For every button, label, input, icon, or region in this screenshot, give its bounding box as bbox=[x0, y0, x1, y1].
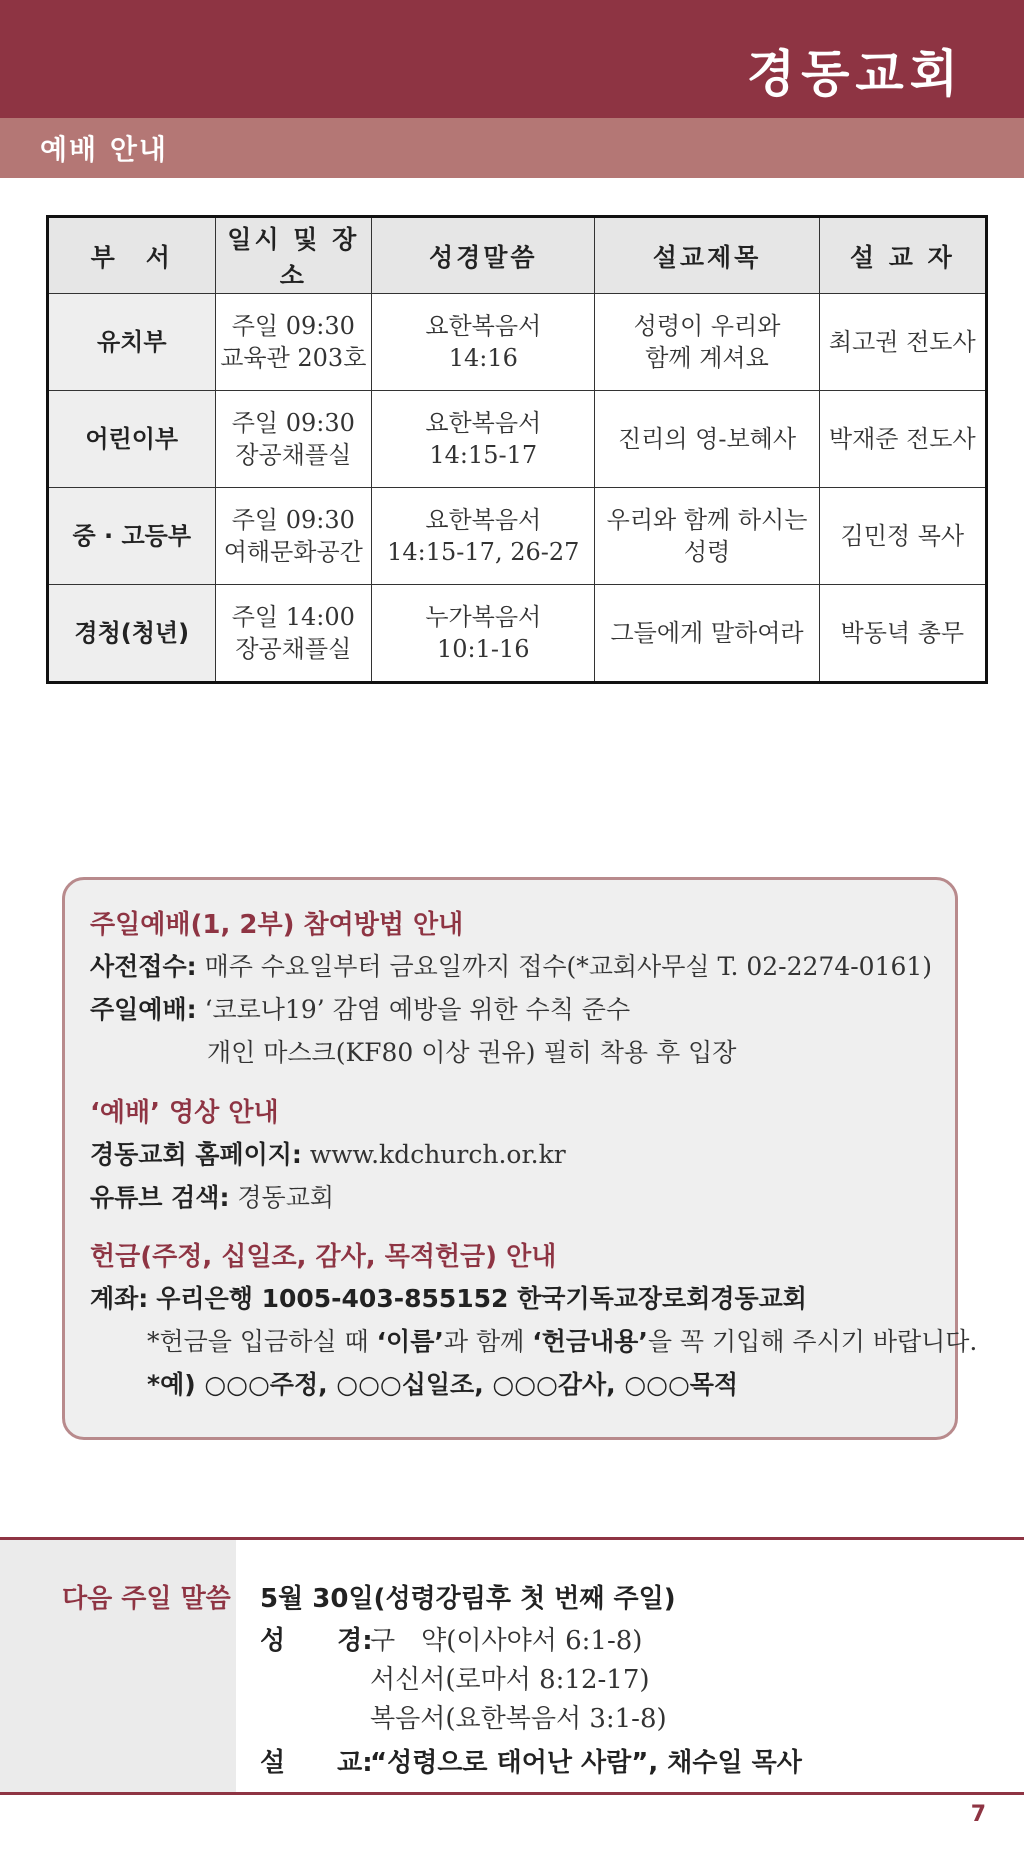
preacher-cell: 박재준 전도사 bbox=[819, 391, 986, 488]
preacher-cell: 최고권 전도사 bbox=[819, 294, 986, 391]
epistle-line bbox=[370, 1659, 650, 1696]
title-line-1: 성령이 우리와 bbox=[633, 312, 781, 340]
time-text: 주일 09:30 bbox=[231, 312, 355, 340]
col-header-department: 부 서 bbox=[48, 217, 216, 294]
sermon-line bbox=[260, 1742, 802, 1779]
time-place-cell bbox=[215, 488, 372, 585]
col-header-scripture: 성경말씀 bbox=[372, 217, 595, 294]
homepage-line bbox=[90, 1135, 566, 1171]
verse-text: 10:1-16 bbox=[437, 635, 530, 663]
sermon-title-cell bbox=[595, 488, 819, 585]
scripture-line bbox=[260, 1620, 642, 1657]
registration-label: 사전접수: bbox=[90, 952, 197, 981]
table-row bbox=[48, 585, 987, 683]
col-header-sermon-title: 설교제목 bbox=[595, 217, 819, 294]
youtube-line bbox=[90, 1178, 334, 1214]
dept-cell: 경청(청년) bbox=[48, 585, 216, 683]
time-text: 주일 09:30 bbox=[231, 409, 355, 437]
scripture-cell bbox=[372, 488, 595, 585]
sermon-label: 설 교: bbox=[260, 1748, 373, 1778]
time-text: 주일 09:30 bbox=[231, 506, 355, 534]
page-number: 7 bbox=[970, 1802, 986, 1827]
scripture-cell bbox=[372, 294, 595, 391]
scripture-cell bbox=[372, 585, 595, 683]
account-line bbox=[90, 1279, 807, 1315]
scripture-label: 성 경: bbox=[260, 1626, 373, 1656]
col-header-time-place: 일시 및 장소 bbox=[215, 217, 372, 294]
place-text: 교육관 203호 bbox=[220, 344, 367, 372]
note-prefix: *헌금을 입금하실 때 bbox=[147, 1327, 369, 1356]
table-header-row bbox=[48, 217, 987, 294]
registration-value: 매주 수요일부터 금요일까지 접수(*교회사무실 T. 02-2274-0161) bbox=[204, 952, 933, 981]
table-row bbox=[48, 488, 987, 585]
book-text: 요한복음서 bbox=[425, 409, 542, 437]
dept-cell: 중 · 고등부 bbox=[48, 488, 216, 585]
sunday-worship-value-1: ‘코로나19’ 감염 예방을 위한 수칙 준수 bbox=[204, 995, 631, 1024]
title-line-2: 함께 계셔요 bbox=[645, 344, 769, 372]
preacher-cell: 박동녁 총무 bbox=[819, 585, 986, 683]
table-row bbox=[48, 391, 987, 488]
book-text: 요한복음서 bbox=[425, 312, 542, 340]
section-title: 예배 안내 bbox=[40, 133, 168, 166]
dept-cell: 어린이부 bbox=[48, 391, 216, 488]
old-testament: 구 약(이사야서 6:1-8) bbox=[370, 1626, 643, 1656]
worship-info-box bbox=[62, 877, 978, 1440]
time-text: 주일 14:00 bbox=[231, 603, 355, 631]
sunday-worship-label: 주일예배: bbox=[90, 995, 197, 1024]
next-sermon-label: 다음 주일 말씀 bbox=[62, 1584, 231, 1614]
title-line-2: 성령 bbox=[683, 538, 731, 566]
gospel-reading: 복음서(요한복음서 3:1-8) bbox=[370, 1704, 667, 1734]
book-text: 요한복음서 bbox=[425, 506, 542, 534]
title-line-1: 진리의 영-보혜사 bbox=[618, 425, 797, 453]
verse-text: 14:15-17 bbox=[429, 441, 538, 469]
col-header-preacher: 설 교 자 bbox=[819, 217, 986, 294]
registration-line bbox=[90, 947, 932, 983]
title-line-1: 우리와 함께 하시는 bbox=[606, 506, 808, 534]
time-place-cell bbox=[215, 294, 372, 391]
sermon-title-preacher: “성령으로 태어난 사람”, 채수일 목사 bbox=[370, 1748, 802, 1778]
account-label: 계좌: bbox=[90, 1284, 149, 1313]
preacher-cell: 김민정 목사 bbox=[819, 488, 986, 585]
verse-text: 14:16 bbox=[448, 344, 518, 372]
gospel-line bbox=[370, 1698, 667, 1735]
offering-note-line bbox=[147, 1322, 977, 1358]
offering-heading: 헌금(주정, 십일조, 감사, 목적헌금) 안내 bbox=[90, 1242, 557, 1272]
worship-participation-heading: 주일예배(1, 2부) 참여방법 안내 bbox=[90, 910, 464, 940]
place-text: 장공채플실 bbox=[235, 441, 352, 469]
church-name: 경동교회 bbox=[746, 44, 964, 103]
video-info-heading: ‘예배’ 영상 안내 bbox=[90, 1098, 279, 1128]
sunday-worship-value-2: 개인 마스크(KF80 이상 권유) 필히 착용 후 입장 bbox=[207, 1038, 737, 1067]
place-text: 장공채플실 bbox=[235, 635, 352, 663]
scripture-cell bbox=[372, 391, 595, 488]
homepage-url[interactable]: www.kdchurch.or.kr bbox=[309, 1140, 566, 1169]
offering-example: *예) ○○○주정, ○○○십일조, ○○○감사, ○○○목적 bbox=[147, 1370, 739, 1399]
note-name: ‘이름’ bbox=[376, 1327, 444, 1356]
offering-example-line bbox=[147, 1365, 738, 1401]
next-sermon-date: 5월 30일(성령강림후 첫 번째 주일) bbox=[260, 1584, 676, 1614]
header-bar bbox=[0, 0, 1024, 118]
book-text: 누가복음서 bbox=[425, 603, 542, 631]
worship-schedule-table bbox=[46, 215, 988, 684]
sunday-worship-line bbox=[90, 990, 630, 1026]
next-sermon-section bbox=[0, 1537, 1024, 1795]
sermon-title-cell bbox=[595, 585, 819, 683]
account-value: 우리은행 1005-403-855152 한국기독교장로회경동교회 bbox=[156, 1284, 807, 1313]
sermon-title-cell bbox=[595, 391, 819, 488]
dept-cell: 유치부 bbox=[48, 294, 216, 391]
sermon-title-cell bbox=[595, 294, 819, 391]
time-place-cell bbox=[215, 391, 372, 488]
title-line-1: 그들에게 말하여라 bbox=[610, 619, 804, 647]
table-row bbox=[48, 294, 987, 391]
youtube-value: 경동교회 bbox=[237, 1183, 335, 1212]
sunday-worship-line-2 bbox=[207, 1033, 736, 1069]
note-mid: 과 함께 bbox=[443, 1327, 525, 1356]
note-suffix: 을 꼭 기입해 주시기 바랍니다. bbox=[647, 1327, 978, 1356]
homepage-label: 경동교회 홈페이지: bbox=[90, 1140, 302, 1169]
time-place-cell bbox=[215, 585, 372, 683]
epistle-reading: 서신서(로마서 8:12-17) bbox=[370, 1665, 650, 1695]
place-text: 여해문화공간 bbox=[223, 538, 363, 566]
verse-text: 14:15-17, 26-27 bbox=[387, 538, 580, 566]
youtube-label: 유튜브 검색: bbox=[90, 1183, 230, 1212]
note-content: ‘헌금내용’ bbox=[532, 1327, 648, 1356]
